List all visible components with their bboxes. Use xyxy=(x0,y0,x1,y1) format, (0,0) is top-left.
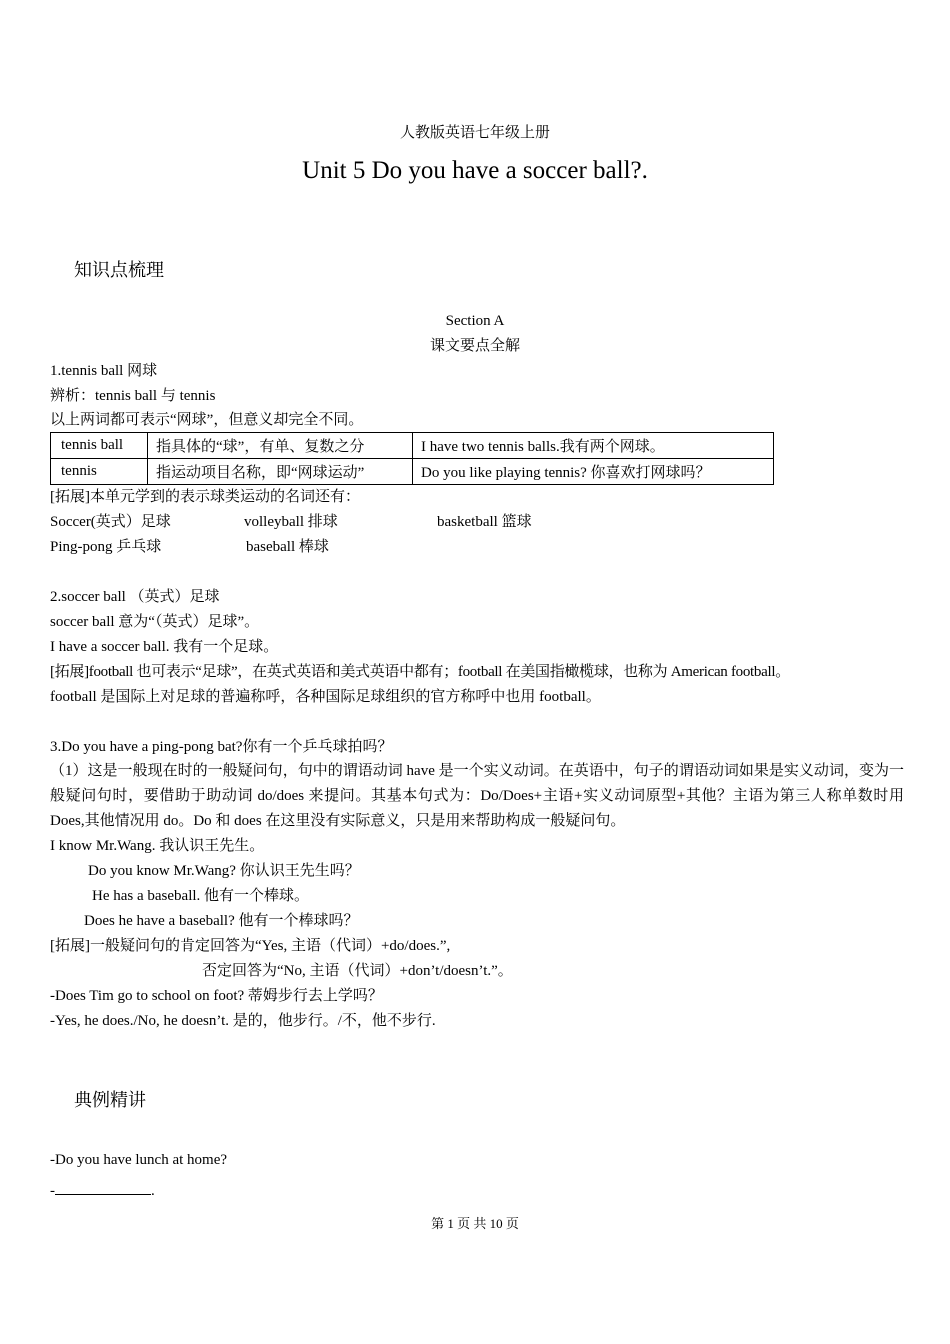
point1-extension: [拓展]本单元学到的表示球类运动的名词还有： xyxy=(50,489,360,505)
table-cell: tennis xyxy=(51,459,148,485)
answer-blank xyxy=(55,1180,151,1195)
table-cell: Do you like playing tennis? 你喜欢打网球吗？ xyxy=(413,459,774,485)
sport-item: Soccer(英式）足球 xyxy=(50,514,171,530)
table-row xyxy=(51,459,774,485)
point1-heading: 1.tennis ball 网球 xyxy=(50,363,158,379)
table-cell: I have two tennis balls.我有两个网球。 xyxy=(413,433,774,459)
point2-meaning: soccer ball 意为“（英式）足球”。 xyxy=(50,614,260,630)
textbook-name: 人教版英语七年级上册 xyxy=(399,125,550,141)
dialogue-line: -Yes, he does./No, he doesn’t. 是的，他步行。/不，他不步行. xyxy=(50,1013,436,1029)
table-cell: tennis ball xyxy=(51,433,148,459)
table-cell: 指具体的“球”，有单、复数之分 xyxy=(148,433,413,459)
example-sentence: Do you know Mr.Wang? 你认识王先生吗？ xyxy=(88,863,360,879)
section-heading-examples: 典例精讲 xyxy=(74,1090,146,1110)
page-footer: 第 1 页 共 10 页 xyxy=(431,1216,519,1231)
section-a-subtitle: 课文要点全解 xyxy=(429,338,520,354)
section-a-title: Section A xyxy=(445,313,505,329)
example-sentence: Does he have a baseball? 他有一个棒球吗？ xyxy=(84,913,359,929)
sport-item: volleyball 排球 xyxy=(244,514,338,530)
point3-heading: 3.Do you have a ping-pong bat?你有一个乒乓球拍吗？ xyxy=(50,739,393,755)
sport-item: Ping-pong 乒乓球 xyxy=(50,539,162,555)
point2-extension: [拓展]football 也可表示“足球”，在英式英语和美式英语中都有；football 在美国指橄榄球，也称为 American football。 xyxy=(50,664,790,680)
answer-suffix: . xyxy=(151,1183,155,1199)
example-sentence: I know Mr.Wang. 我认识王先生。 xyxy=(50,838,265,854)
point3-extension: [拓展]一般疑问句的肯定回答为“Yes, 主语（代词）+do/does.”, xyxy=(50,938,451,954)
point1-intro: 以上两词都可表示“网球”，但意义却完全不同。 xyxy=(50,412,364,428)
example-sentence: He has a baseball. 他有一个棒球。 xyxy=(92,888,310,904)
point3-extension-continued: 否定回答为“No, 主语（代词）+don’t/doesn’t.”。 xyxy=(202,963,513,979)
answer-prefix: - xyxy=(50,1183,55,1199)
point2-example: I have a soccer ball. 我有一个足球。 xyxy=(50,639,279,655)
table-row xyxy=(51,433,774,459)
point2-extension-continued: football 是国际上对足球的普遍称呼，各种国际足球组织的官方称呼中也用 football。 xyxy=(50,689,601,705)
example-answer xyxy=(50,1180,155,1199)
point2-heading: 2.soccer ball （英式）足球 xyxy=(50,589,220,605)
sport-item: basketball 篮球 xyxy=(437,514,532,530)
comparison-table xyxy=(50,432,774,485)
example-question: -Do you have lunch at home? xyxy=(50,1152,228,1168)
section-heading-knowledge: 知识点梳理 xyxy=(74,260,164,280)
point1-analysis: 辨析：tennis ball 与 tennis xyxy=(50,388,216,404)
sport-item: baseball 棒球 xyxy=(246,539,329,555)
point3-explanation: （1）这是一般现在时的一般疑问句，句中的谓语动词 have 是一个实义动词。在英语中，句子的谓语动词如果是实义动词，变为一般疑问句时，要借助于助动词 do/does 来提问。其基本句式为：Do/Does+主语+实义动词原型+其他？主语为第三人称单数时用 Does,其他情况用 do。Do 和 does 在这里没有实际意义，只是用来帮助构成一般疑问句。 xyxy=(50,763,904,829)
dialogue-line: -Does Tim go to school on foot? 蒂姆步行去上学吗？ xyxy=(50,988,383,1004)
page-title: Unit 5 Do you have a soccer ball?. xyxy=(302,157,648,184)
table-cell: 指运动项目名称，即“网球运动” xyxy=(148,459,413,485)
